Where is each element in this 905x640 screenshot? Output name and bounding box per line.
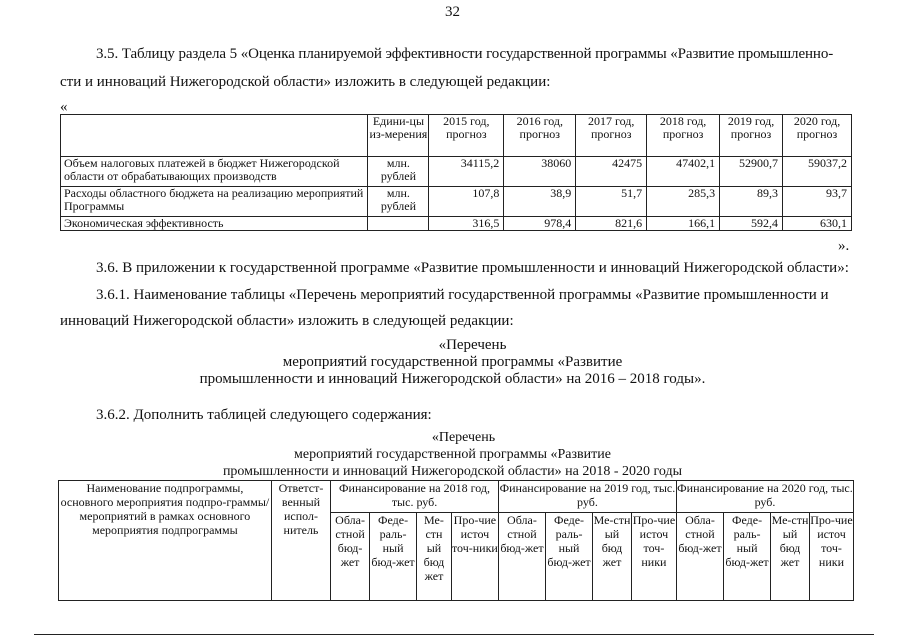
table2-2018-federal: Феде-раль-ный бюд-жет bbox=[370, 513, 417, 601]
table1-header-2020: 2020 год, прогноз bbox=[783, 115, 852, 157]
table2-header-name: Наименование подпрограммы, основного мероприятия подпро-граммы/мероприятий в рамках основного мероприятия подпрограммы bbox=[59, 481, 272, 601]
table1-row2-2019: 89,3 bbox=[720, 187, 783, 217]
table1-row1-2020: 59037,2 bbox=[783, 157, 852, 187]
title2-line2: мероприятий государственной программы «Развитие bbox=[294, 447, 611, 462]
table2-header-2019: Финансирование на 2019 год, тыс. руб. bbox=[498, 481, 676, 513]
open-quote: « bbox=[60, 99, 68, 115]
table1-row2-2020: 93,7 bbox=[783, 187, 852, 217]
title2 bbox=[0, 429, 905, 480]
table1-header-2019: 2019 год, прогноз bbox=[720, 115, 783, 157]
table2-2020-local: Ме-стн ый бюд жет bbox=[771, 513, 810, 601]
table1-header-2018: 2018 год, прогноз bbox=[647, 115, 720, 157]
table1-row2-2015: 107,8 bbox=[429, 187, 504, 217]
title2-line3: промышленности и инноваций Нижегородской области» на 2018 - 2020 годы bbox=[222, 464, 683, 479]
table1-header-2015: 2015 год, прогноз bbox=[429, 115, 504, 157]
table1-row2-2017: 51,7 bbox=[576, 187, 647, 217]
title1 bbox=[0, 337, 905, 388]
para-3-5-line2: сти и инноваций Нижегородской области» изложить в следующей редакции: bbox=[60, 74, 551, 90]
table2-2020-regional: Обла-стной бюд-жет bbox=[676, 513, 723, 601]
table1-header-2017: 2017 год, прогноз bbox=[576, 115, 647, 157]
table1-row3-2020: 630,1 bbox=[783, 217, 852, 231]
table1-row1-2018: 47402,1 bbox=[647, 157, 720, 187]
table1-row2-2018: 285,3 bbox=[647, 187, 720, 217]
table2-2018-other: Про-чие источ точ-ники bbox=[451, 513, 498, 601]
table1-row3-2015: 316,5 bbox=[429, 217, 504, 231]
title1-line1: «Перечень bbox=[438, 337, 507, 353]
close-quote: ». bbox=[838, 238, 850, 254]
table1-header-name bbox=[61, 115, 368, 157]
para-3-6: 3.6. В приложении к государственной программе «Развитие промышленности и инноваций Нижегородской области»: bbox=[96, 260, 849, 276]
para-3-6-2: 3.6.2. Дополнить таблицей следующего содержания: bbox=[96, 407, 432, 423]
table1-row1-2017: 42475 bbox=[576, 157, 647, 187]
table2-header-responsible: Ответст-венный испол-нитель bbox=[271, 481, 330, 601]
table1-row3-name: Экономическая эффективность bbox=[61, 217, 368, 231]
table2-2019-local: Ме-стн ый бюд жет bbox=[593, 513, 632, 601]
activities-table bbox=[58, 480, 854, 601]
table2-2019-regional: Обла-стной бюд-жет bbox=[498, 513, 545, 601]
table-row bbox=[61, 217, 852, 231]
table1-row2-unit: млн. рублей bbox=[368, 187, 429, 217]
table-row bbox=[61, 157, 852, 187]
para-3-6-1-line1: 3.6.1. Наименование таблицы «Перечень мероприятий государственной программы «Развитие промышленности и bbox=[96, 287, 829, 303]
table1-row3-2018: 166,1 bbox=[647, 217, 720, 231]
table1-header-unit: Едини-цы из-мерения bbox=[368, 115, 429, 157]
table1-row2-name: Расходы областного бюджета на реализацию мероприятий Программы bbox=[61, 187, 368, 217]
title2-line1: «Перечень bbox=[431, 430, 496, 445]
table1-header-2016: 2016 год, прогноз bbox=[504, 115, 576, 157]
table2-2020-federal: Феде-раль-ный бюд-жет bbox=[724, 513, 771, 601]
table1-row1-2015: 34115,2 bbox=[429, 157, 504, 187]
table2-header-2020: Финансирование на 2020 год, тыс. руб. bbox=[676, 481, 853, 513]
para-3-6-1-line2: инноваций Нижегородской области» изложить в следующей редакции: bbox=[60, 313, 514, 329]
table2-2020-other: Про-чие источ точ-ники bbox=[809, 513, 853, 601]
table1-row1-2016: 38060 bbox=[504, 157, 576, 187]
table1-row3-2019: 592,4 bbox=[720, 217, 783, 231]
bottom-rule bbox=[34, 634, 874, 635]
table2-2019-federal: Феде-раль-ный бюд-жет bbox=[545, 513, 592, 601]
table1-row3-unit bbox=[368, 217, 429, 231]
page-number: 32 bbox=[445, 4, 460, 20]
title1-line3: промышленности и инноваций Нижегородской области» на 2016 – 2018 годы». bbox=[199, 371, 706, 387]
title1-line2: мероприятий государственной программы «Развитие bbox=[282, 354, 623, 370]
table1-row1-unit: млн. рублей bbox=[368, 157, 429, 187]
table1-row3-2017: 821,6 bbox=[576, 217, 647, 231]
para-3-5-line1: 3.5. Таблицу раздела 5 «Оценка планируемой эффективности государственной программы «Развитие промышленно- bbox=[96, 46, 834, 62]
table2-2018-regional: Обла-стной бюд-жет bbox=[331, 513, 370, 601]
table1-row2-2016: 38,9 bbox=[504, 187, 576, 217]
table-row bbox=[61, 187, 852, 217]
table2-header-2018: Финансирование на 2018 год, тыс. руб. bbox=[331, 481, 499, 513]
table1-row1-name: Объем налоговых платежей в бюджет Нижегородской области от обрабатывающих производств bbox=[61, 157, 368, 187]
efficiency-table bbox=[60, 114, 852, 231]
table1-row3-2016: 978,4 bbox=[504, 217, 576, 231]
table2-2018-local: Ме-стн ый бюд жет bbox=[417, 513, 452, 601]
table1-row1-2019: 52900,7 bbox=[720, 157, 783, 187]
table2-2019-other: Про-чие источ точ-ники bbox=[631, 513, 676, 601]
